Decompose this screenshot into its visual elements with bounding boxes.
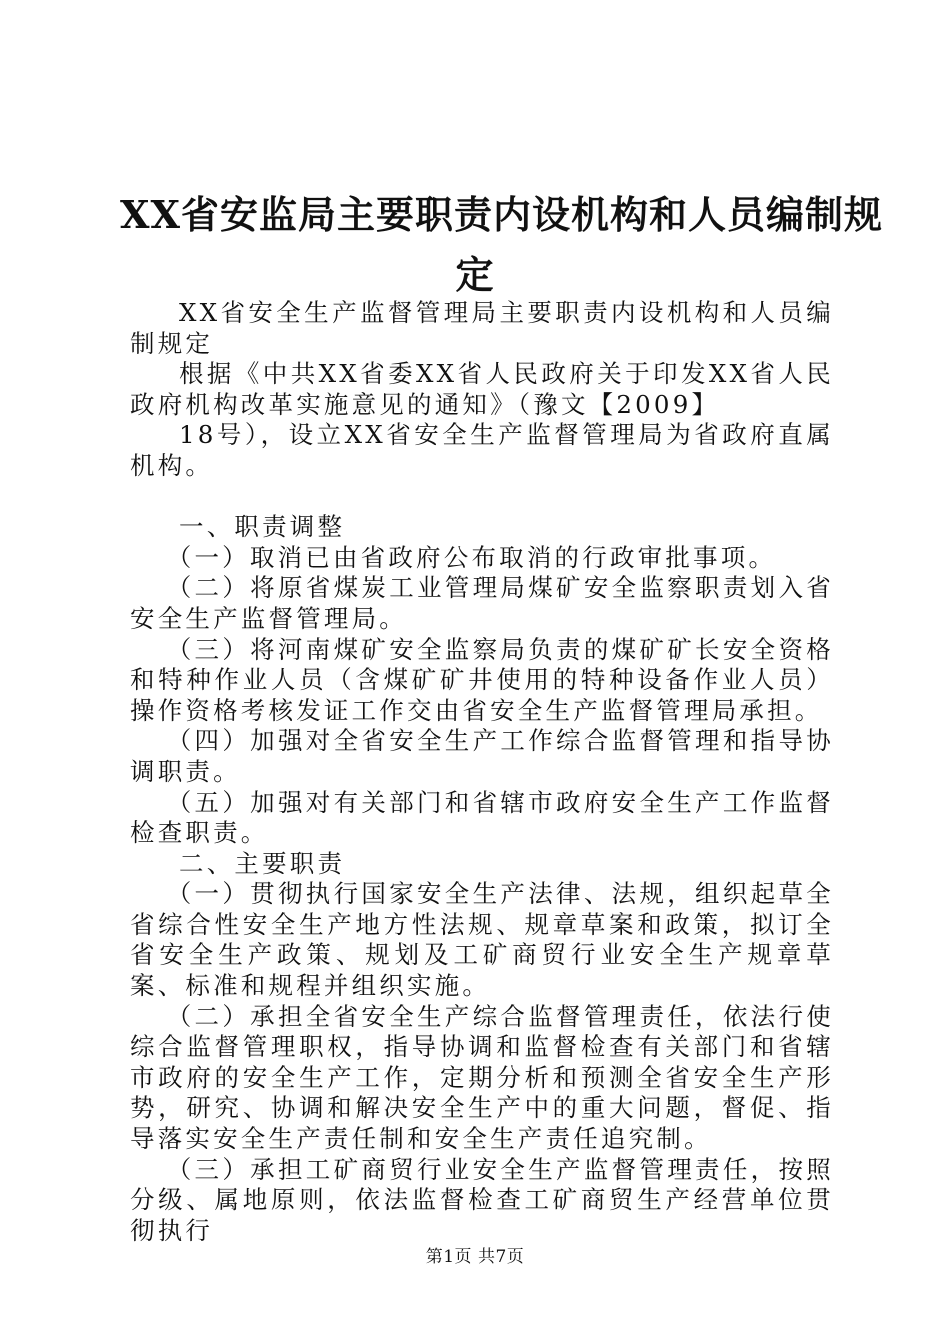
blank-line: [130, 482, 834, 513]
paragraph-subtitle: XX省安全生产监督管理局主要职责内设机构和人员编制规定: [130, 298, 834, 358]
list-item: （一）贯彻执行国家安全生产法律、法规，组织起草全省综合性安全生产地方性法规、规章草案和政策，拟订全省安全生产政策、规划及工矿商贸行业安全生产规章草案、标准和规程并组织实施。: [130, 879, 834, 1001]
list-item: （四）加强对全省安全生产工作综合监督管理和指导协调职责。: [130, 726, 834, 786]
paragraph-basis-cont: 18号），设立XX省安全生产监督管理局为省政府直属机构。: [130, 420, 834, 480]
list-item: （五）加强对有关部门和省辖市政府安全生产工作监督检查职责。: [130, 787, 834, 848]
list-item: （三）将河南煤矿安全监察局负责的煤矿矿长安全资格和特种作业人员（含煤矿矿井使用的特种设备作业人员）操作资格考核发证工作交由省安全生产监督管理局承担。: [130, 634, 834, 725]
section-heading-2: 二、主要职责: [179, 848, 346, 878]
list-item: （一）取消已由省政府公布取消的行政审批事项。: [166, 542, 777, 572]
page-indicator: 第1页 共7页: [425, 1247, 525, 1267]
list-item: （三）承担工矿商贸行业安全生产监督管理责任，按照分级、属地原则，依法监督检查工矿商贸生产经营单位贯彻执行: [130, 1154, 834, 1245]
list-item: （二）承担全省安全生产综合监督管理责任，依法行使综合监督管理职权，指导协调和监督检查有关部门和省辖市政府的安全生产工作，定期分析和预测全省安全生产形势，研究、协调和解决安全生产中的重大问题，督促、指导落实安全生产责任制和安全生产责任追究制。: [130, 1001, 834, 1154]
paragraph-basis: 根据《中共XX省委XX省人民政府关于印发XX省人民政府机构改革实施意见的通知》（豫文【2009】: [130, 359, 834, 419]
document-title-line-2: 定: [455, 252, 495, 297]
document-title-line-1: XX省安监局主要职责内设机构和人员编制规: [120, 192, 883, 237]
document-body: [130, 298, 834, 1246]
section-heading-1: 一、职责调整: [179, 512, 346, 542]
list-item: （二）将原省煤炭工业管理局煤矿安全监察职责划入省安全生产监督管理局。: [130, 573, 834, 633]
